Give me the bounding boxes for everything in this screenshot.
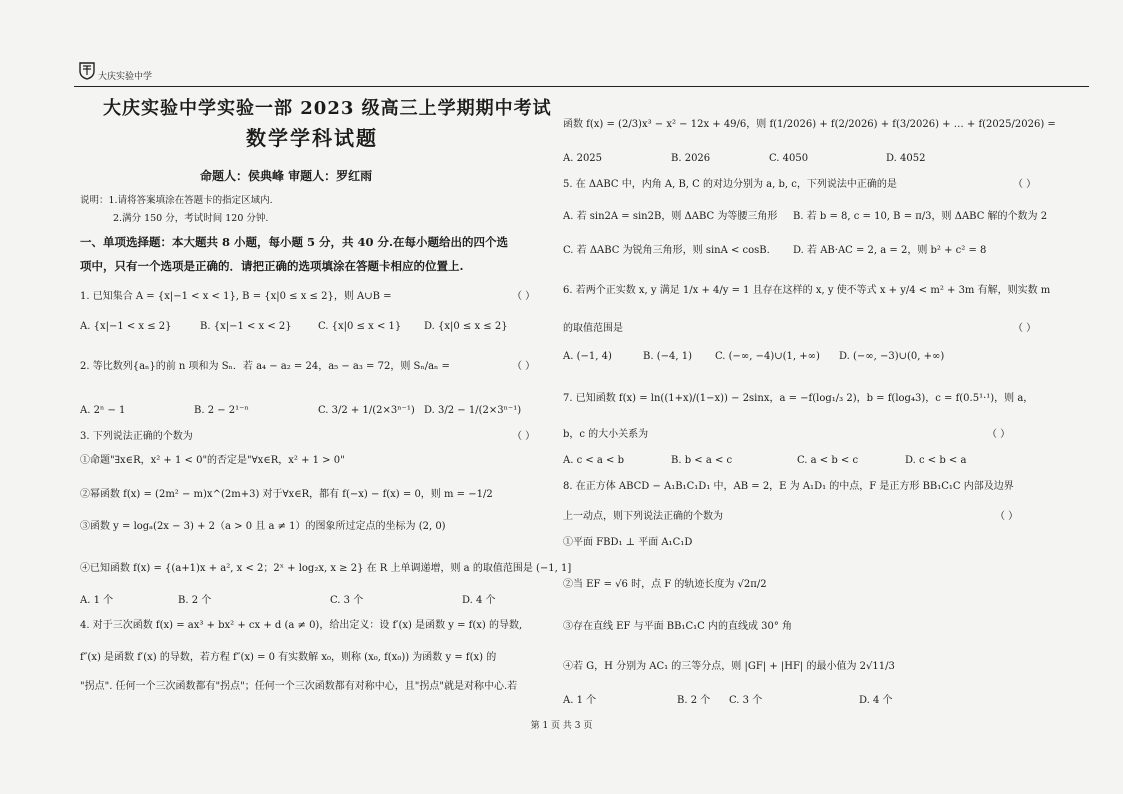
q3-item-1: ①命题"∃x∈R，x² + 1 < 0"的否定是"∀x∈R，x² + 1 > 0" <box>80 455 345 466</box>
q4-continued-stem: 函数 f(x) = (2/3)x³ − x² − 12x + 49/6，则 f(1/2026) + f(2/2026) + f(3/2026) + … + f(2025/2026) = <box>563 119 1056 130</box>
q2-stem: 2. 等比数列{aₙ}的前 n 项和为 Sₙ．若 a₄ − a₂ = 24，a₅ − a₃ = 72，则 Sₙ/aₙ = <box>80 361 450 372</box>
q6-stem-2: 的取值范围是 <box>563 323 623 334</box>
exam-authors: 命题人：侯典峰 审题人：罗红雨 <box>200 169 373 183</box>
q3-option-d: D. 4 个 <box>462 595 496 606</box>
q4-option-c: C. 4050 <box>769 153 809 164</box>
q2-option-b: B. 2 − 2¹⁻ⁿ <box>194 405 249 416</box>
q8-option-b: B. 2 个 <box>677 695 711 706</box>
q5-stem: 5. 在 ΔABC 中，内角 A, B, C 的对边分别为 a, b, c，下列说法中正确的是 <box>563 179 897 190</box>
header-school-name: 大庆实验中学 <box>98 72 153 82</box>
q5-answer-paren: （ ） <box>1013 179 1037 190</box>
q7-answer-paren: （ ） <box>987 429 1011 440</box>
q6-option-c: C. (−∞, −4)∪(1, +∞) <box>715 351 820 362</box>
q3-item-2: ②幂函数 f(x) = (2m² − m)x^(2m+3) 对于∀x∈R，都有 f(−x) − f(x) = 0，则 m = −1/2 <box>80 489 493 500</box>
q8-option-a: A. 1 个 <box>563 695 597 706</box>
q6-stem: 6. 若两个正实数 x, y 满足 1/x + 4/y = 1 且存在这样的 x, y 使不等式 x + y/4 < m² + 3m 有解，则实数 m <box>563 285 1051 296</box>
q7-stem: 7. 已知函数 f(x) = ln((1+x)/(1−x)) − 2sinx，a = −f(log₁/₃ 2)，b = f(log₄3)，c = f(0.5¹·¹)，则 a， <box>563 393 1034 404</box>
q7-option-c: C. a < b < c <box>797 455 859 466</box>
q2-option-a: A. 2ⁿ − 1 <box>80 405 126 416</box>
q6-option-d: D. (−∞, −3)∪(0, +∞) <box>839 351 945 362</box>
q8-item-1: ①平面 FBD₁ ⊥ 平面 A₁C₁D <box>563 537 693 548</box>
q3-option-c: C. 3 个 <box>330 595 364 606</box>
q4-option-b: B. 2026 <box>671 153 711 164</box>
q2-answer-paren: （ ） <box>512 361 536 372</box>
q1-answer-paren: （ ） <box>512 291 536 302</box>
q1-option-b: B. {x|−1 < x < 2} <box>200 321 292 332</box>
exam-subtitle: 数学学科试题 <box>246 126 378 150</box>
q8-answer-paren: （ ） <box>995 511 1019 522</box>
q2-option-c: C. 3/2 + 1/(2×3ⁿ⁻¹) <box>318 405 415 416</box>
q4-option-d: D. 4052 <box>886 153 926 164</box>
q1-option-d: D. {x|0 ≤ x ≤ 2} <box>424 321 508 332</box>
q3-answer-paren: （ ） <box>512 431 536 442</box>
q4-line-2: f″(x) 是函数 f′(x) 的导数，若方程 f″(x) = 0 有实数解 x₀，则称 (x₀, f(x₀)) 为函数 y = f(x) 的 <box>80 652 497 663</box>
q8-stem-2: 上一动点，则下列说法正确的个数为 <box>563 511 723 522</box>
q6-answer-paren: （ ） <box>1013 323 1037 334</box>
q1-stem: 1. 已知集合 A = {x|−1 < x < 1}, B = {x|0 ≤ x ≤ 2}，则 A∪B = <box>80 291 392 302</box>
q3-item-4: ④已知函数 f(x) = {(a+1)x + a², x < 2；2ˣ + log₂x, x ≥ 2} 在 R 上单调递增，则 a 的取值范围是 (−1, 1] <box>80 563 572 574</box>
q7-option-b: B. b < a < c <box>671 455 733 466</box>
q7-stem-2: b，c 的大小关系为 <box>563 429 649 440</box>
q7-option-a: A. c < a < b <box>563 455 625 466</box>
right-column <box>561 0 1123 794</box>
note-1: 说明：1.请将答案填涂在答题卡的指定区域内. <box>80 195 273 206</box>
q3-item-3: ③函数 y = logₐ(2x − 3) + 2（a > 0 且 a ≠ 1）的图象所过定点的坐标为 (2, 0) <box>80 521 446 532</box>
q3-option-a: A. 1 个 <box>80 595 114 606</box>
q5-option-c: C. 若 ΔABC 为锐角三角形，则 sinA < cosB. <box>563 245 770 256</box>
q2-option-d: D. 3/2 − 1/(2×3ⁿ⁻¹) <box>424 405 522 416</box>
page-footer: 第 1 页 共 3 页 <box>530 721 593 731</box>
q7-option-d: D. c < b < a <box>905 455 967 466</box>
exam-title: 大庆实验中学实验一部 2023 级高三上学期期中考试 <box>103 98 552 119</box>
q1-option-c: C. {x|0 ≤ x < 1} <box>318 321 402 332</box>
q8-item-2: ②当 EF = √6 时，点 F 的轨迹长度为 √2π/2 <box>563 579 767 590</box>
q8-stem: 8. 在正方体 ABCD − A₁B₁C₁D₁ 中，AB = 2，E 为 A₁D₁ 的中点，F 是正方形 BB₁C₁C 内部及边界 <box>563 481 1014 492</box>
q8-item-3: ③存在直线 EF 与平面 BB₁C₁C 内的直线成 30° 角 <box>563 621 793 632</box>
q6-option-b: B. (−4, 1) <box>643 351 692 362</box>
q8-option-d: D. 4 个 <box>859 695 893 706</box>
q6-option-a: A. (−1, 4) <box>563 351 612 362</box>
q1-option-a: A. {x|−1 < x ≤ 2} <box>80 321 172 332</box>
note-2: 2.满分 150 分，考试时间 120 分钟. <box>113 213 269 224</box>
q3-option-b: B. 2 个 <box>178 595 212 606</box>
q4-line-1: 4. 对于三次函数 f(x) = ax³ + bx² + cx + d (a ≠ 0)，给出定义：设 f′(x) 是函数 y = f(x) 的导数, <box>80 620 523 631</box>
q4-line-3: "拐点". 任何一个三次函数都有"拐点"；任何一个三次函数都有对称中心，且"拐点"就是对称中心.若 <box>80 681 518 692</box>
q8-item-4: ④若 G，H 分别为 AC₁ 的三等分点，则 |GF| + |HF| 的最小值为 2√11/3 <box>563 661 895 672</box>
q5-option-d: D. 若 AB·AC = 2, a = 2，则 b² + c² = 8 <box>793 245 987 256</box>
q4-option-a: A. 2025 <box>563 153 603 164</box>
section-heading-line2: 项中，只有一个选项是正确的．请把正确的选项填涂在答题卡相应的位置上. <box>80 259 464 273</box>
q5-option-a: A. 若 sin2A = sin2B，则 ΔABC 为等腰三角形 <box>563 211 778 222</box>
section-heading-line1: 一、单项选择题：本大题共 8 小题，每小题 5 分，共 40 分.在每小题给出的四个选 <box>80 235 509 249</box>
q3-stem: 3. 下列说法正确的个数为 <box>80 431 193 442</box>
q5-option-b: B. 若 b = 8, c = 10, B = π/3，则 ΔABC 解的个数为 2 <box>793 211 1048 222</box>
q8-option-c: C. 3 个 <box>729 695 763 706</box>
